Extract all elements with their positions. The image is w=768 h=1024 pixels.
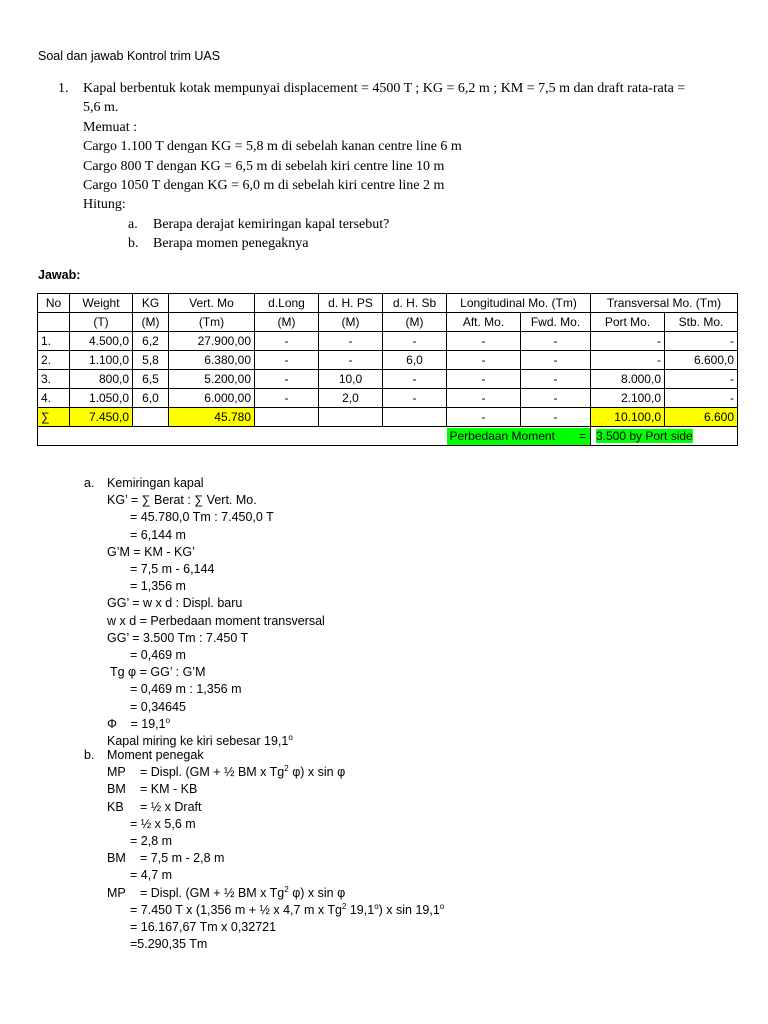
cell-port: 8.000,0	[591, 370, 665, 389]
col-subheader: Port Mo.	[591, 313, 665, 332]
col-header: d. H. PS	[319, 294, 383, 313]
cell-dhps: -	[319, 332, 383, 351]
col-header: Transversal Mo. (Tm)	[591, 294, 738, 313]
cell-aft: -	[447, 332, 521, 351]
question-line: Cargo 1050 T dengan KG = 6,0 m di sebelah kiri centre line 2 m	[83, 178, 445, 194]
sum-fwd: -	[521, 408, 591, 427]
mp-formula	[140, 885, 345, 902]
kb-formula: = ½ x Draft	[140, 799, 202, 814]
bm-label: BM	[107, 782, 126, 797]
sub-item-text: Berapa momen penegaknya	[153, 236, 309, 252]
formula-part: ) x sin 19,1	[378, 902, 440, 917]
cell-stb: 6.600,0	[665, 351, 738, 370]
question-block	[58, 79, 758, 254]
degree-mark: o	[288, 732, 293, 742]
phi-symbol: Φ	[107, 716, 117, 731]
sum-stb: 6.600	[665, 408, 738, 427]
solution-line: Tg φ = GG’ : G’M	[110, 665, 206, 680]
col-subheader: (T)	[70, 313, 133, 332]
solution-line: = 1,356 m	[130, 579, 186, 594]
cell-stb: -	[665, 389, 738, 408]
cell-fwd: -	[521, 370, 591, 389]
cell-kg: 6,5	[133, 370, 169, 389]
bm-step: = 7,5 m - 2,8 m	[140, 851, 225, 866]
mp-step: =5.290,35 Tm	[130, 937, 208, 952]
page-title: Soal dan jawab Kontrol trim UAS	[38, 49, 221, 63]
cell-weight: 1.100,0	[70, 351, 133, 370]
formula-part: = Displ. (GM + ½ BM x Tg	[140, 765, 285, 780]
formula-part: φ) x sin φ	[288, 885, 346, 900]
solution-line: = 45.780,0 Tm : 7.450,0 T	[130, 510, 274, 525]
solution-line: G’M = KM - KG’	[107, 544, 195, 559]
cell-vert: 6.000,00	[169, 389, 255, 408]
solution-line: = 7,5 m - 6,144	[130, 562, 215, 576]
sub-item-text: Berapa derajat kemiringan kapal tersebut?	[153, 216, 390, 232]
col-header: No	[38, 294, 70, 313]
sum-vert: 45.780	[169, 408, 255, 427]
cell-port: -	[591, 351, 665, 370]
cell-stb: -	[665, 370, 738, 389]
kb-step: = 2,8 m	[130, 834, 173, 848]
cell-stb: -	[665, 332, 738, 351]
col-subheader: (M)	[255, 313, 319, 332]
mp-step: = 16.167,67 Tm x 0,32721	[130, 920, 277, 934]
cell-weight: 4.500,0	[70, 332, 133, 351]
col-subheader: (M)	[133, 313, 169, 332]
cell-dhsb: -	[383, 332, 447, 351]
cell-dhsb: -	[383, 370, 447, 389]
cell-no: 2.	[38, 351, 70, 370]
mp-label: MP	[107, 885, 126, 900]
solution-line: = 6,144 m	[130, 527, 186, 542]
col-subheader: (M)	[319, 313, 383, 332]
cell-empty	[133, 408, 169, 427]
formula-part: φ) x sin φ	[288, 765, 346, 780]
cell-no: 4.	[38, 389, 70, 408]
col-header: Longitudinal Mo. (Tm)	[447, 294, 591, 313]
cell-aft: -	[447, 389, 521, 408]
solution-line: GG’ = 3.500 Tm : 7.450 T	[107, 630, 249, 645]
formula-part: = Displ. (GM + ½ BM x Tg	[140, 885, 285, 900]
degree-mark: o	[374, 901, 379, 911]
squared-mark: 2	[341, 901, 347, 911]
section-a-letter: a.	[84, 476, 95, 490]
solution-line: = 0,469 m	[130, 648, 186, 662]
section-a-title: Kemiringan kapal	[107, 476, 204, 490]
phi-result	[107, 716, 170, 733]
moment-table	[37, 293, 738, 446]
cell-dhps: -	[319, 351, 383, 370]
bm-step: = 4,7 m	[130, 868, 173, 883]
col-subheader: Aft. Mo.	[447, 313, 521, 332]
degree-mark: o	[165, 715, 171, 725]
conclusion-text: Kapal miring ke kiri sebesar 19,1	[107, 734, 289, 748]
diff-equals: =	[578, 428, 586, 443]
cell-kg: 6,0	[133, 389, 169, 408]
sub-item-letter: a.	[128, 216, 138, 232]
col-header: d. H. Sb	[383, 294, 447, 313]
formula-part: 19,1	[346, 902, 375, 917]
question-line: Memuat :	[83, 119, 138, 135]
solution-line: = 0,469 m : 1,356 m	[130, 682, 242, 697]
cell-aft: -	[447, 370, 521, 389]
table-sum-row	[38, 408, 738, 427]
cell-vert: 6.380,00	[169, 351, 255, 370]
cell-port: -	[591, 332, 665, 351]
cell-dhsb: -	[383, 389, 447, 408]
cell-dhsb: 6,0	[383, 351, 447, 370]
col-header: KG	[133, 294, 169, 313]
table-header-row	[38, 313, 738, 332]
bm-label: BM	[107, 851, 126, 866]
question-line: Cargo 800 T dengan KG = 6,5 m di sebelah kiri centre line 10 m	[83, 158, 445, 174]
formula-part: = 7.450 T x (1,356 m + ½ x 4,7 m x Tg	[130, 902, 342, 917]
sum-weight: 7.450,0	[70, 408, 133, 427]
mp-label: MP	[107, 765, 126, 780]
answer-label: Jawab:	[38, 268, 81, 282]
sum-aft: -	[447, 408, 521, 427]
squared-mark: 2	[284, 884, 289, 894]
cell-fwd: -	[521, 351, 591, 370]
solution-line: w x d = Perbedaan moment transversal	[107, 613, 325, 628]
diff-value-cell	[591, 427, 738, 446]
sum-port: 10.100,0	[591, 408, 665, 427]
col-subheader: (M)	[383, 313, 447, 332]
kb-label: KB	[107, 799, 124, 814]
solution-line: GG’ = w x d : Displ. baru	[107, 596, 243, 611]
question-line: 5,6 m.	[83, 100, 119, 116]
phi-value: = 19,1	[130, 716, 166, 731]
cell-weight: 800,0	[70, 370, 133, 389]
cell-empty	[319, 408, 383, 427]
cell-dlong: -	[255, 351, 319, 370]
cell-dlong: -	[255, 389, 319, 408]
cell-port: 2.100,0	[591, 389, 665, 408]
sum-symbol: ∑	[38, 408, 70, 427]
col-subheader	[38, 313, 70, 332]
sub-item-b	[128, 234, 758, 253]
cell-kg: 6,2	[133, 332, 169, 351]
mp-step	[130, 902, 444, 919]
cell-empty	[38, 427, 447, 446]
squared-mark: 2	[284, 764, 289, 774]
cell-fwd: -	[521, 389, 591, 408]
diff-label: Perbedaan Moment	[449, 428, 555, 443]
degree-mark: o	[439, 901, 445, 911]
cell-aft: -	[447, 351, 521, 370]
table-row	[38, 351, 738, 370]
col-subheader: (Tm)	[169, 313, 255, 332]
cell-kg: 5,8	[133, 351, 169, 370]
solution-line: KG’ = ∑ Berat : ∑ Vert. Mo.	[107, 493, 257, 508]
table-header-row	[38, 294, 738, 313]
section-b-letter: b.	[84, 748, 95, 762]
question-body	[83, 79, 758, 254]
table-row	[38, 332, 738, 351]
col-subheader: Stb. Mo.	[665, 313, 738, 332]
cell-dlong: -	[255, 332, 319, 351]
col-header: Vert. Mo	[169, 294, 255, 313]
mp-formula	[140, 764, 345, 781]
section-b-title: Moment penegak	[107, 748, 204, 762]
cell-vert: 5.200,00	[169, 370, 255, 389]
cell-dhps: 10,0	[319, 370, 383, 389]
table-diff-row	[38, 427, 738, 446]
col-header: Weight	[70, 294, 133, 313]
cell-no: 1.	[38, 332, 70, 351]
col-header: d.Long	[255, 294, 319, 313]
cell-fwd: -	[521, 332, 591, 351]
diff-value: 3.500 by Port side	[596, 428, 693, 443]
cell-empty	[255, 408, 319, 427]
solution-line: = 0,34645	[130, 699, 186, 714]
col-subheader: Fwd. Mo.	[521, 313, 591, 332]
question-line: Kapal berbentuk kotak mempunyai displacement = 4500 T ; KG = 6,2 m ; KM = 7,5 m dan draft rata-rata =	[83, 81, 686, 96]
question-number: 1.	[58, 81, 69, 96]
cell-vert: 27.900,00	[169, 332, 255, 351]
cell-weight: 1.050,0	[70, 389, 133, 408]
table-row	[38, 370, 738, 389]
sub-item-a	[128, 215, 758, 234]
bm-formula: = KM - KB	[140, 782, 198, 797]
cell-empty	[383, 408, 447, 427]
diff-label-cell	[447, 427, 591, 446]
cell-dlong: -	[255, 370, 319, 389]
question-line: Hitung:	[83, 197, 126, 213]
question-line: Cargo 1.100 T dengan KG = 5,8 m di sebelah kanan centre line 6 m	[83, 139, 462, 155]
cell-dhps: 2,0	[319, 389, 383, 408]
kb-step: = ½ x 5,6 m	[130, 816, 196, 831]
table-row	[38, 389, 738, 408]
cell-no: 3.	[38, 370, 70, 389]
sub-item-letter: b.	[128, 236, 139, 252]
